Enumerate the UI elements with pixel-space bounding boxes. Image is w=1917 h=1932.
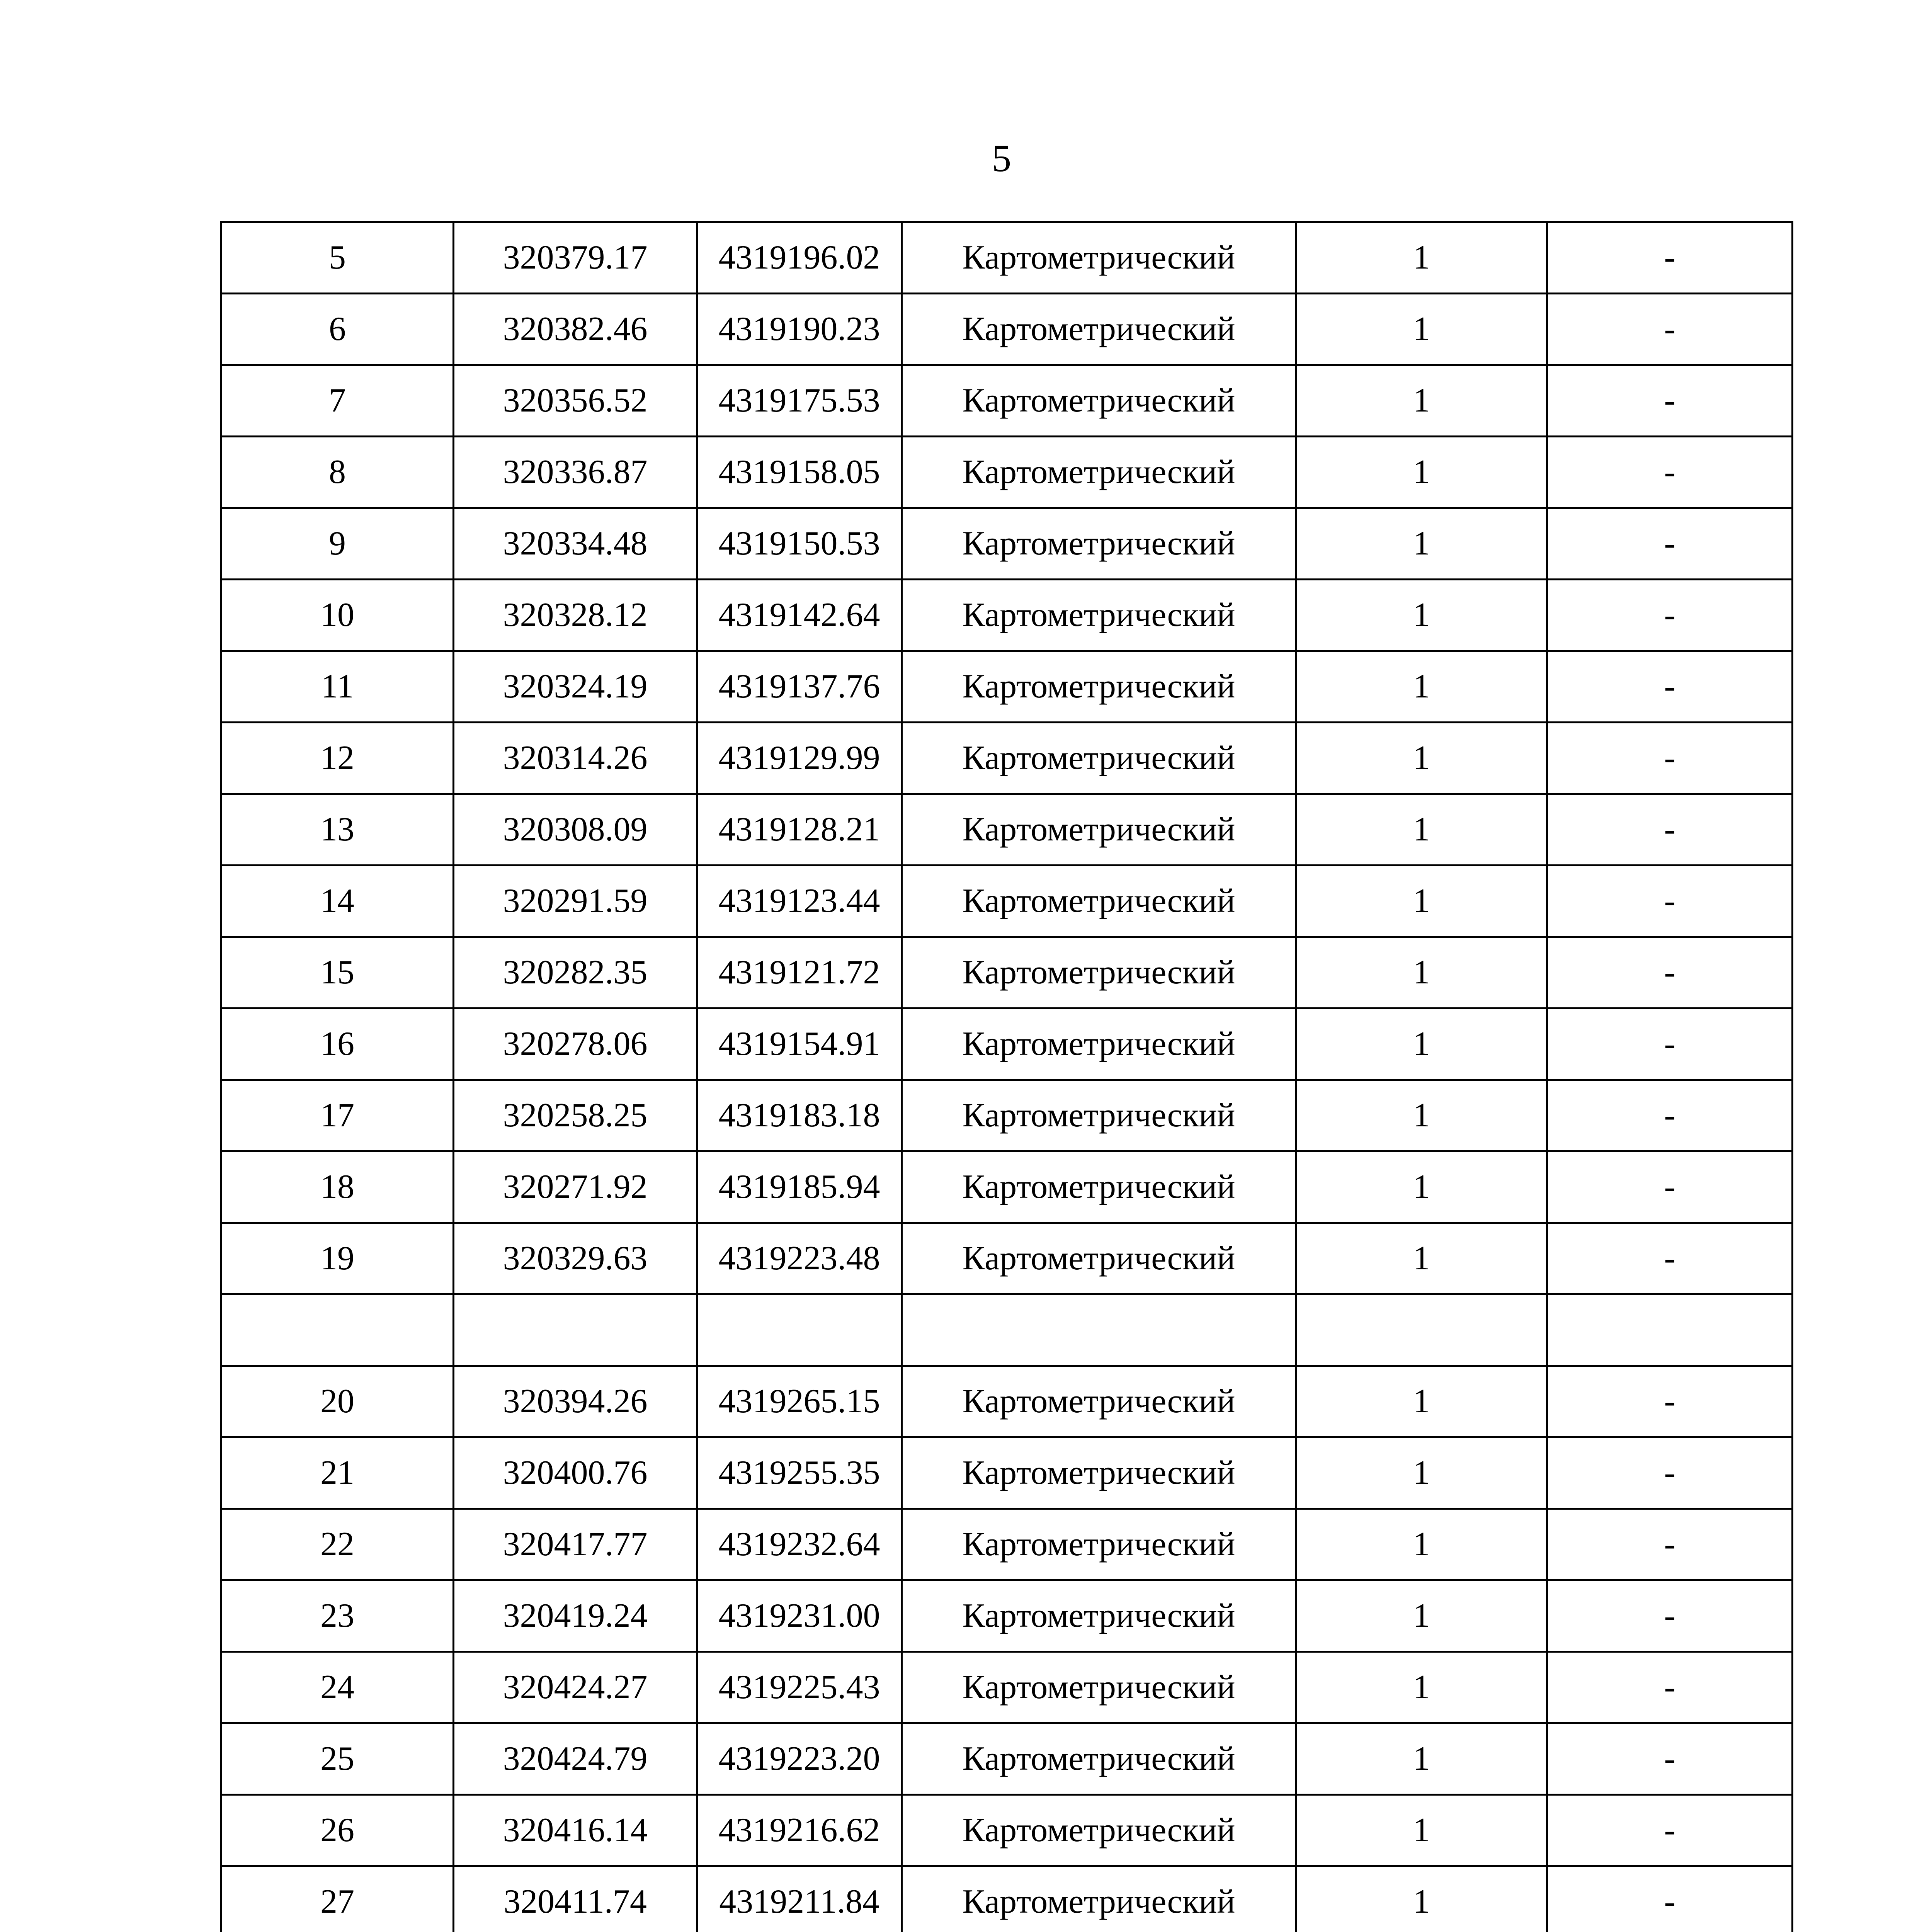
y-coordinate-cell: 4319128.21 bbox=[697, 794, 902, 866]
method-cell: Картометрический bbox=[902, 580, 1296, 651]
point-number-cell: 6 bbox=[221, 294, 454, 365]
table-row bbox=[221, 365, 1793, 437]
note-cell: - bbox=[1547, 1652, 1793, 1723]
note-cell: - bbox=[1547, 1580, 1793, 1652]
note-cell: - bbox=[1547, 794, 1793, 866]
y-coordinate-cell: 4319223.20 bbox=[697, 1723, 902, 1795]
note-cell: - bbox=[1547, 1009, 1793, 1080]
table-row bbox=[221, 1366, 1793, 1437]
accuracy-cell: 1 bbox=[1296, 1795, 1547, 1866]
y-coordinate-cell: 4319158.05 bbox=[697, 437, 902, 508]
table-row bbox=[221, 937, 1793, 1009]
x-coordinate-cell: 320308.09 bbox=[454, 794, 697, 866]
method-cell: Картометрический bbox=[902, 1795, 1296, 1866]
note-cell: - bbox=[1547, 508, 1793, 580]
method-cell: Картометрический bbox=[902, 1652, 1296, 1723]
x-coordinate-cell: 320424.27 bbox=[454, 1652, 697, 1723]
accuracy-cell: 1 bbox=[1296, 222, 1547, 294]
point-number-cell bbox=[221, 1294, 454, 1366]
table-row bbox=[221, 222, 1793, 294]
y-coordinate-cell: 4319255.35 bbox=[697, 1437, 902, 1509]
note-cell: - bbox=[1547, 1366, 1793, 1437]
note-cell: - bbox=[1547, 294, 1793, 365]
point-number-cell: 22 bbox=[221, 1509, 454, 1580]
method-cell: Картометрический bbox=[902, 1866, 1296, 1932]
y-coordinate-cell: 4319223.48 bbox=[697, 1223, 902, 1294]
x-coordinate-cell: 320379.17 bbox=[454, 222, 697, 294]
point-number-cell: 27 bbox=[221, 1866, 454, 1932]
coordinates-table-body bbox=[221, 222, 1793, 1932]
y-coordinate-cell: 4319129.99 bbox=[697, 723, 902, 794]
table-row bbox=[221, 437, 1793, 508]
accuracy-cell: 1 bbox=[1296, 508, 1547, 580]
x-coordinate-cell: 320271.92 bbox=[454, 1151, 697, 1223]
accuracy-cell: 1 bbox=[1296, 866, 1547, 937]
point-number-cell: 10 bbox=[221, 580, 454, 651]
method-cell: Картометрический bbox=[902, 1580, 1296, 1652]
point-number-cell: 24 bbox=[221, 1652, 454, 1723]
point-number-cell: 20 bbox=[221, 1366, 454, 1437]
method-cell bbox=[902, 1294, 1296, 1366]
note-cell: - bbox=[1547, 222, 1793, 294]
x-coordinate-cell: 320416.14 bbox=[454, 1795, 697, 1866]
x-coordinate-cell: 320382.46 bbox=[454, 294, 697, 365]
x-coordinate-cell bbox=[454, 1294, 697, 1366]
note-cell: - bbox=[1547, 437, 1793, 508]
point-number-cell: 9 bbox=[221, 508, 454, 580]
x-coordinate-cell: 320328.12 bbox=[454, 580, 697, 651]
method-cell: Картометрический bbox=[902, 1151, 1296, 1223]
point-number-cell: 11 bbox=[221, 651, 454, 723]
accuracy-cell: 1 bbox=[1296, 1580, 1547, 1652]
note-cell: - bbox=[1547, 1509, 1793, 1580]
method-cell: Картометрический bbox=[902, 1509, 1296, 1580]
table-row bbox=[221, 1151, 1793, 1223]
table-row bbox=[221, 1866, 1793, 1932]
accuracy-cell: 1 bbox=[1296, 1509, 1547, 1580]
note-cell: - bbox=[1547, 1795, 1793, 1866]
table-row bbox=[221, 294, 1793, 365]
accuracy-cell: 1 bbox=[1296, 1723, 1547, 1795]
y-coordinate-cell: 4319123.44 bbox=[697, 866, 902, 937]
method-cell: Картометрический bbox=[902, 365, 1296, 437]
page-number: 5 bbox=[992, 137, 1011, 180]
accuracy-cell: 1 bbox=[1296, 1009, 1547, 1080]
method-cell: Картометрический bbox=[902, 723, 1296, 794]
point-number-cell: 26 bbox=[221, 1795, 454, 1866]
y-coordinate-cell: 4319137.76 bbox=[697, 651, 902, 723]
method-cell: Картометрический bbox=[902, 1366, 1296, 1437]
point-number-cell: 13 bbox=[221, 794, 454, 866]
y-coordinate-cell: 4319150.53 bbox=[697, 508, 902, 580]
table-row bbox=[221, 651, 1793, 723]
method-cell: Картометрический bbox=[902, 508, 1296, 580]
note-cell: - bbox=[1547, 1151, 1793, 1223]
note-cell: - bbox=[1547, 1080, 1793, 1151]
accuracy-cell: 1 bbox=[1296, 294, 1547, 365]
table-row bbox=[221, 1294, 1793, 1366]
method-cell: Картометрический bbox=[902, 1723, 1296, 1795]
y-coordinate-cell: 4319216.62 bbox=[697, 1795, 902, 1866]
note-cell: - bbox=[1547, 580, 1793, 651]
y-coordinate-cell bbox=[697, 1294, 902, 1366]
point-number-cell: 17 bbox=[221, 1080, 454, 1151]
point-number-cell: 15 bbox=[221, 937, 454, 1009]
point-number-cell: 14 bbox=[221, 866, 454, 937]
table-row bbox=[221, 794, 1793, 866]
note-cell: - bbox=[1547, 651, 1793, 723]
table-row bbox=[221, 1580, 1793, 1652]
y-coordinate-cell: 4319211.84 bbox=[697, 1866, 902, 1932]
y-coordinate-cell: 4319121.72 bbox=[697, 937, 902, 1009]
accuracy-cell: 1 bbox=[1296, 437, 1547, 508]
x-coordinate-cell: 320258.25 bbox=[454, 1080, 697, 1151]
method-cell: Картометрический bbox=[902, 437, 1296, 508]
x-coordinate-cell: 320419.24 bbox=[454, 1580, 697, 1652]
y-coordinate-cell: 4319225.43 bbox=[697, 1652, 902, 1723]
method-cell: Картометрический bbox=[902, 794, 1296, 866]
y-coordinate-cell: 4319190.23 bbox=[697, 294, 902, 365]
note-cell: - bbox=[1547, 1223, 1793, 1294]
table-row bbox=[221, 866, 1793, 937]
note-cell: - bbox=[1547, 866, 1793, 937]
accuracy-cell: 1 bbox=[1296, 937, 1547, 1009]
accuracy-cell: 1 bbox=[1296, 1437, 1547, 1509]
table-row bbox=[221, 580, 1793, 651]
x-coordinate-cell: 320336.87 bbox=[454, 437, 697, 508]
x-coordinate-cell: 320356.52 bbox=[454, 365, 697, 437]
method-cell: Картометрический bbox=[902, 1437, 1296, 1509]
table-row bbox=[221, 1509, 1793, 1580]
accuracy-cell: 1 bbox=[1296, 1652, 1547, 1723]
accuracy-cell: 1 bbox=[1296, 1151, 1547, 1223]
accuracy-cell: 1 bbox=[1296, 1366, 1547, 1437]
method-cell: Картометрический bbox=[902, 1009, 1296, 1080]
point-number-cell: 7 bbox=[221, 365, 454, 437]
y-coordinate-cell: 4319154.91 bbox=[697, 1009, 902, 1080]
x-coordinate-cell: 320417.77 bbox=[454, 1509, 697, 1580]
table-row bbox=[221, 1723, 1793, 1795]
accuracy-cell: 1 bbox=[1296, 1080, 1547, 1151]
x-coordinate-cell: 320278.06 bbox=[454, 1009, 697, 1080]
method-cell: Картометрический bbox=[902, 651, 1296, 723]
x-coordinate-cell: 320411.74 bbox=[454, 1866, 697, 1932]
table-row bbox=[221, 723, 1793, 794]
table-row bbox=[221, 1795, 1793, 1866]
x-coordinate-cell: 320400.76 bbox=[454, 1437, 697, 1509]
point-number-cell: 16 bbox=[221, 1009, 454, 1080]
y-coordinate-cell: 4319231.00 bbox=[697, 1580, 902, 1652]
y-coordinate-cell: 4319185.94 bbox=[697, 1151, 902, 1223]
point-number-cell: 21 bbox=[221, 1437, 454, 1509]
accuracy-cell bbox=[1296, 1294, 1547, 1366]
note-cell bbox=[1547, 1294, 1793, 1366]
x-coordinate-cell: 320329.63 bbox=[454, 1223, 697, 1294]
note-cell: - bbox=[1547, 365, 1793, 437]
y-coordinate-cell: 4319232.64 bbox=[697, 1509, 902, 1580]
y-coordinate-cell: 4319183.18 bbox=[697, 1080, 902, 1151]
x-coordinate-cell: 320324.19 bbox=[454, 651, 697, 723]
table-row bbox=[221, 1223, 1793, 1294]
method-cell: Картометрический bbox=[902, 1080, 1296, 1151]
point-number-cell: 23 bbox=[221, 1580, 454, 1652]
x-coordinate-cell: 320291.59 bbox=[454, 866, 697, 937]
note-cell: - bbox=[1547, 937, 1793, 1009]
accuracy-cell: 1 bbox=[1296, 1223, 1547, 1294]
point-number-cell: 12 bbox=[221, 723, 454, 794]
y-coordinate-cell: 4319196.02 bbox=[697, 222, 902, 294]
note-cell: - bbox=[1547, 723, 1793, 794]
table-row bbox=[221, 1080, 1793, 1151]
point-number-cell: 18 bbox=[221, 1151, 454, 1223]
accuracy-cell: 1 bbox=[1296, 580, 1547, 651]
accuracy-cell: 1 bbox=[1296, 794, 1547, 866]
point-number-cell: 8 bbox=[221, 437, 454, 508]
method-cell: Картометрический bbox=[902, 937, 1296, 1009]
method-cell: Картометрический bbox=[902, 222, 1296, 294]
y-coordinate-cell: 4319265.15 bbox=[697, 1366, 902, 1437]
y-coordinate-cell: 4319142.64 bbox=[697, 580, 902, 651]
x-coordinate-cell: 320394.26 bbox=[454, 1366, 697, 1437]
x-coordinate-cell: 320334.48 bbox=[454, 508, 697, 580]
y-coordinate-cell: 4319175.53 bbox=[697, 365, 902, 437]
coordinates-table bbox=[220, 221, 1793, 1932]
note-cell: - bbox=[1547, 1723, 1793, 1795]
x-coordinate-cell: 320314.26 bbox=[454, 723, 697, 794]
accuracy-cell: 1 bbox=[1296, 1866, 1547, 1932]
note-cell: - bbox=[1547, 1437, 1793, 1509]
accuracy-cell: 1 bbox=[1296, 723, 1547, 794]
method-cell: Картометрический bbox=[902, 866, 1296, 937]
method-cell: Картометрический bbox=[902, 294, 1296, 365]
method-cell: Картометрический bbox=[902, 1223, 1296, 1294]
accuracy-cell: 1 bbox=[1296, 365, 1547, 437]
accuracy-cell: 1 bbox=[1296, 651, 1547, 723]
table-row bbox=[221, 508, 1793, 580]
table-row bbox=[221, 1652, 1793, 1723]
table-row bbox=[221, 1009, 1793, 1080]
table-row bbox=[221, 1437, 1793, 1509]
x-coordinate-cell: 320282.35 bbox=[454, 937, 697, 1009]
point-number-cell: 25 bbox=[221, 1723, 454, 1795]
note-cell: - bbox=[1547, 1866, 1793, 1932]
x-coordinate-cell: 320424.79 bbox=[454, 1723, 697, 1795]
point-number-cell: 19 bbox=[221, 1223, 454, 1294]
point-number-cell: 5 bbox=[221, 222, 454, 294]
